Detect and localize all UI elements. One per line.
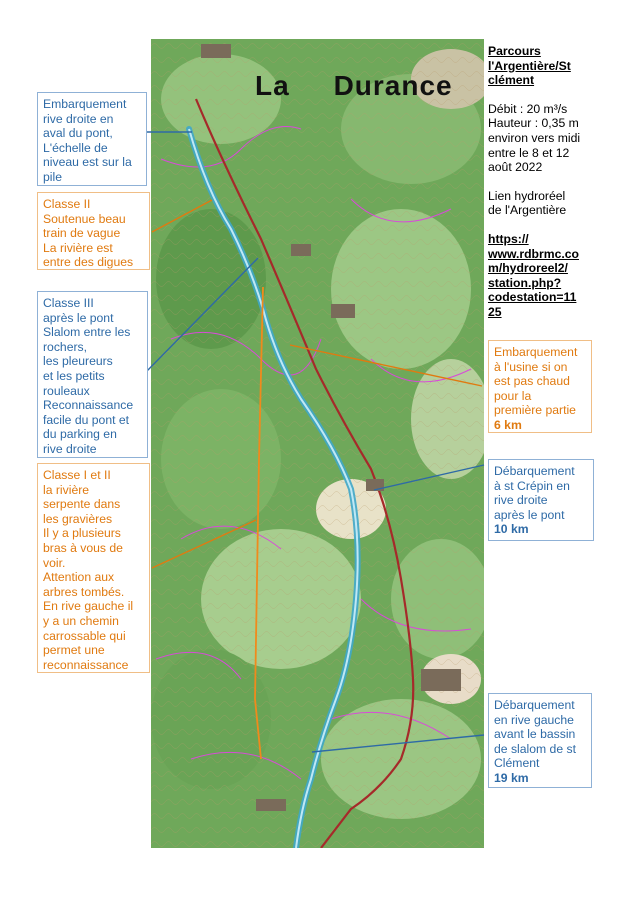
note-classe-ii: [37, 192, 150, 270]
note-line: du parking en: [43, 427, 117, 442]
note-line: Classe II: [43, 197, 91, 211]
note-embarquement-usine: [488, 340, 592, 433]
note-line: arbres tombés.: [43, 584, 125, 599]
note-line: train de vague: [43, 226, 121, 241]
route-title-line: Parcours: [488, 44, 541, 58]
note-line: est pas chaud: [494, 374, 570, 389]
note-line: rive droite en: [43, 111, 114, 126]
note-line: niveau est sur la: [43, 155, 132, 170]
note-line: pile: [43, 169, 62, 184]
note-distance: 10 km: [494, 522, 529, 537]
note-line: permet une: [43, 643, 105, 658]
topographic-map[interactable]: [151, 39, 484, 848]
note-line: Classe I et II: [43, 468, 111, 482]
note-line: Reconnaissance: [43, 398, 134, 413]
note-debarquement-st-clement: [488, 693, 592, 788]
note-line: première partie: [494, 403, 576, 418]
note-line: à l'usine si on: [494, 359, 568, 374]
conditions-line: environ vers midi: [488, 130, 581, 145]
route-title-line: l'Argentière/St: [488, 58, 571, 73]
note-line: facile du pont et: [43, 412, 130, 427]
note-line: Classe III: [43, 296, 94, 310]
conditions-line: Débit : 20 m³/s: [488, 101, 568, 116]
note-line: rive droite: [494, 493, 548, 508]
note-line: Attention aux: [43, 570, 115, 585]
note-line: Clément: [494, 756, 540, 771]
note-line: pour la: [494, 388, 532, 403]
note-line: Il y a plusieurs: [43, 526, 121, 541]
link-label: [488, 189, 634, 218]
note-line: bras à vous de: [43, 540, 123, 555]
link-label-line: de l'Argentière: [488, 203, 567, 218]
note-line: La rivière est: [43, 240, 113, 255]
link-line[interactable]: codestation=11: [488, 290, 577, 305]
note-line: L'échelle de: [43, 140, 108, 155]
link-line[interactable]: station.php?: [488, 275, 562, 290]
note-line: reconnaissance: [43, 657, 129, 672]
note-line: rochers,: [43, 339, 88, 354]
note-line: En rive gauche il: [43, 599, 134, 614]
map-title: La Durance: [255, 70, 453, 101]
conditions-line: août 2022: [488, 160, 543, 175]
note-line: rouleaux: [43, 383, 90, 398]
note-line: à st Crépin en: [494, 478, 570, 493]
note-line: carrossable qui: [43, 628, 126, 643]
note-classe-iii: [37, 291, 148, 458]
note-line: Embarquement: [43, 97, 127, 111]
link-line[interactable]: https://: [488, 231, 529, 246]
note-line: après le pont: [494, 507, 565, 522]
note-line: Slalom entre les: [43, 325, 131, 340]
note-line: rive droite: [43, 441, 97, 456]
note-line: et les petits: [43, 368, 105, 383]
link-label-line: Lien hydroréel: [488, 188, 566, 203]
link-line[interactable]: 25: [488, 304, 502, 319]
route-info-panel: [488, 44, 634, 320]
link-line[interactable]: m/hydroreel2/: [488, 261, 568, 276]
note-debarquement-st-crepin: [488, 459, 594, 541]
conditions-line: entre le 8 et 12: [488, 145, 570, 160]
route-title-line: clément: [488, 73, 535, 88]
note-line: Soutenue beau: [43, 211, 126, 226]
note-distance: 6 km: [494, 417, 522, 432]
note-line: les pleureurs: [43, 354, 113, 369]
note-classe-i-ii: [37, 463, 150, 673]
route-title: [488, 44, 634, 88]
note-line: après le pont: [43, 310, 114, 325]
conditions: [488, 102, 634, 175]
note-line: entre des digues: [43, 255, 134, 270]
note-line: de slalom de st: [494, 741, 576, 756]
note-line: Débarquement: [494, 698, 575, 712]
note-line: aval du pont,: [43, 126, 113, 141]
note-line: en rive gauche: [494, 712, 574, 727]
note-line: les gravières: [43, 511, 113, 526]
note-embarquement-pont: [37, 92, 147, 186]
note-line: Débarquement: [494, 464, 575, 478]
note-line: Embarquement: [494, 345, 578, 359]
note-line: voir.: [43, 555, 66, 570]
link-line[interactable]: www.rdbrmc.co: [488, 246, 579, 261]
note-line: y a un chemin: [43, 613, 119, 628]
conditions-line: Hauteur : 0,35 m: [488, 116, 579, 131]
note-distance: 19 km: [494, 770, 529, 785]
note-line: la rivière: [43, 482, 90, 497]
note-line: avant le bassin: [494, 727, 576, 742]
hydroreel-link[interactable]: [488, 232, 634, 320]
note-line: serpente dans: [43, 497, 121, 512]
